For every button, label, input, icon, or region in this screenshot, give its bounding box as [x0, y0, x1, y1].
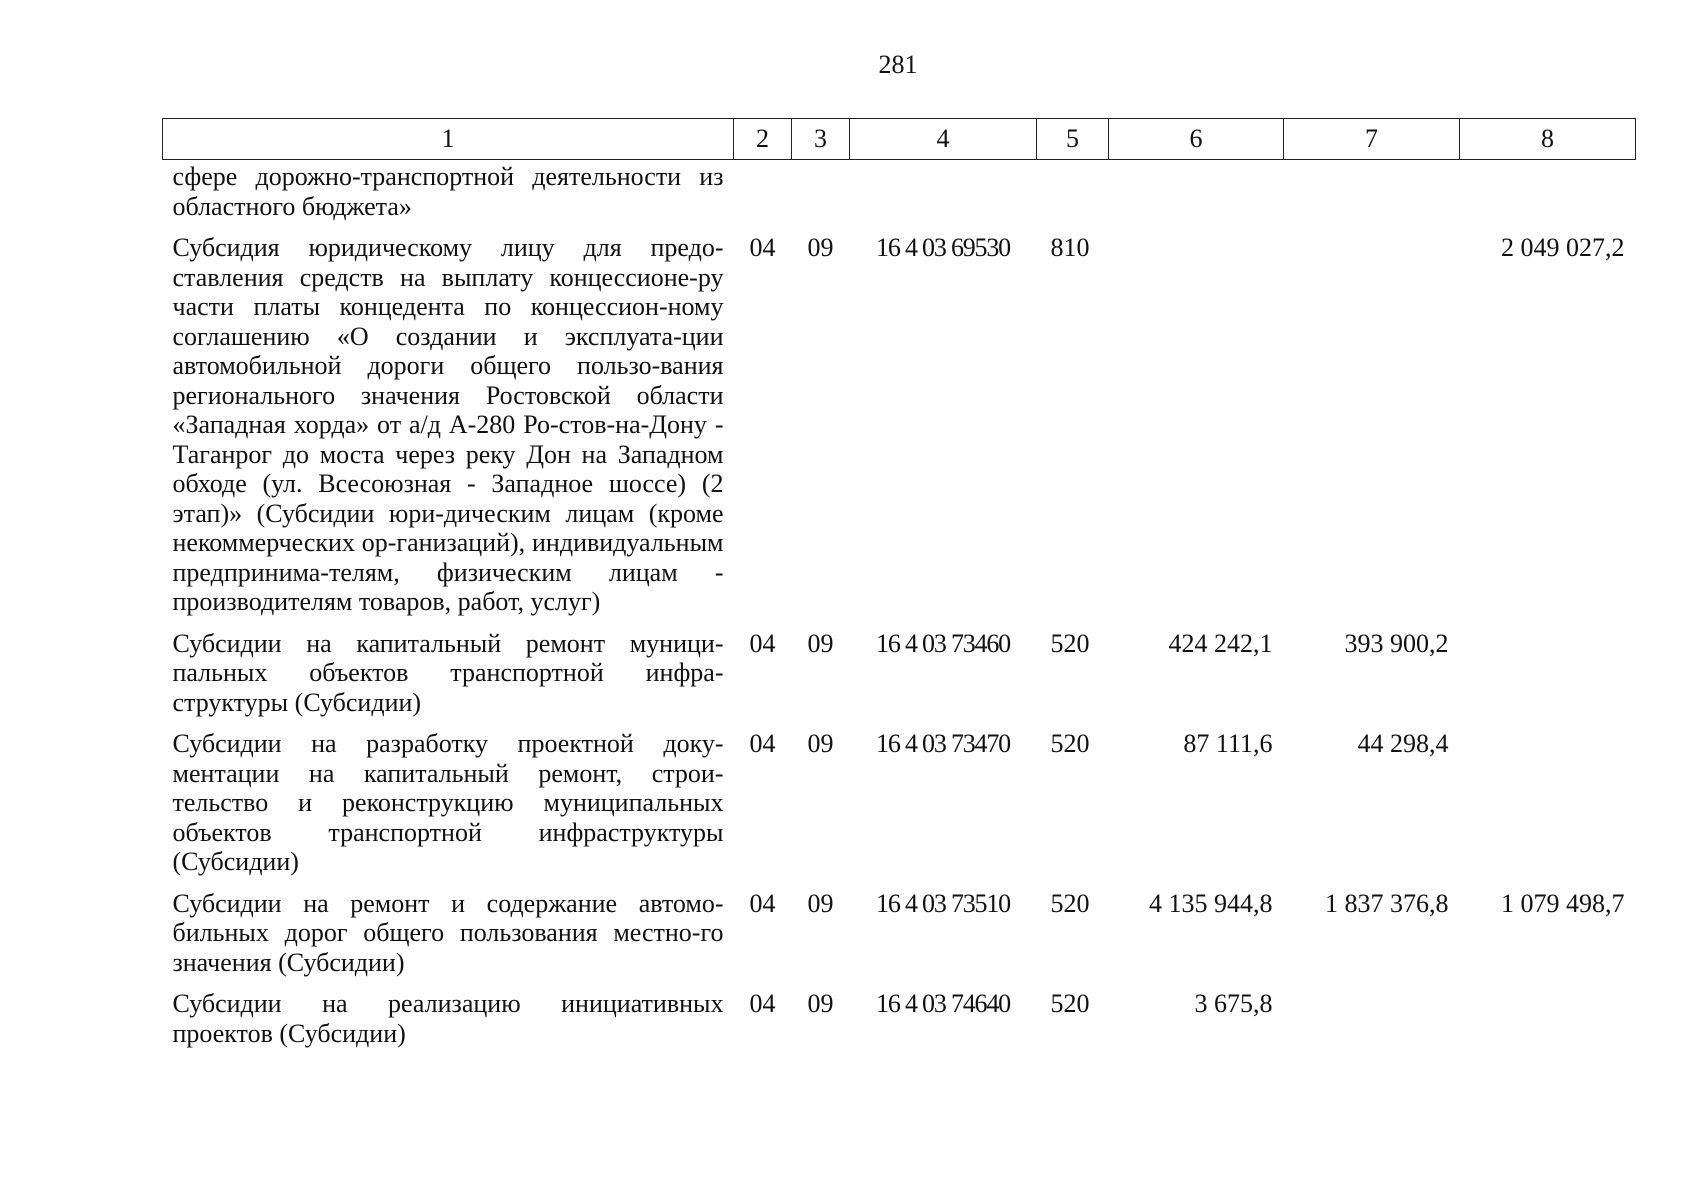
- row-amount-col8: 1 079 498,7: [1501, 888, 1625, 918]
- row-subsection: 09: [807, 729, 834, 758]
- row-amount-col6: 424 242,1: [1168, 628, 1273, 658]
- column-header: 2: [734, 119, 792, 160]
- row-expense-type: 520: [1050, 729, 1090, 758]
- row-expense-type: 520: [1050, 888, 1090, 918]
- row-subsection: 09: [807, 989, 834, 1018]
- row-expense-type: 520: [1050, 989, 1090, 1018]
- row-description: Субсидии на разработку проектной доку-ментации на капитальный ремонт, строи-тельство и реконструкцию муниципальных объектов транспортной инфраструктуры (Субсидии): [172, 729, 724, 876]
- row-amount-col7: 1 837 376,8: [1325, 888, 1449, 918]
- row-amount-col7: 44 298,4: [1357, 729, 1449, 758]
- row-section: [734, 160, 792, 222]
- row-section: 04: [749, 233, 776, 262]
- row-amount-col8: [1460, 617, 1636, 718]
- row-expense-type: 810: [1050, 233, 1090, 262]
- row-description: Субсидии на реализацию инициативных проектов (Субсидии): [172, 989, 724, 1048]
- row-expense-type: [1037, 160, 1109, 222]
- row-description: Субсидии на капитальный ремонт муници-пальных объектов транспортной инфра-структуры (Субсидии): [172, 628, 724, 717]
- row-description: Субсидии на ремонт и содержание автомо-бильных дорог общего пользования местно-го значения (Субсидии): [172, 888, 724, 977]
- row-amount-col7: [1284, 160, 1460, 222]
- page-number: 281: [878, 50, 918, 79]
- row-section: 04: [749, 628, 776, 658]
- column-header: 4: [850, 119, 1037, 160]
- column-header: 8: [1460, 119, 1636, 160]
- column-header: 1: [163, 119, 734, 160]
- row-subsection: [792, 160, 850, 222]
- column-header: 3: [792, 119, 850, 160]
- table-row: [163, 877, 1636, 978]
- row-amount-col7: [1284, 977, 1460, 1048]
- row-amount-col6: [1109, 221, 1284, 617]
- row-amount-col7: [1284, 221, 1460, 617]
- row-amount-col8: [1460, 977, 1636, 1048]
- row-amount-col8: 2 049 027,2: [1501, 233, 1625, 262]
- row-subsection: 09: [807, 888, 834, 918]
- row-section: 04: [749, 989, 776, 1018]
- row-subsection: 09: [807, 233, 834, 262]
- row-amount-col6: 4 135 944,8: [1149, 888, 1273, 918]
- table-row: [163, 717, 1636, 877]
- row-target-code: 16 4 03 74640: [876, 989, 1010, 1018]
- row-amount-col6: 3 675,8: [1194, 989, 1273, 1018]
- row-target-code: 16 4 03 73470: [876, 729, 1010, 758]
- row-description: Субсидия юридическому лицу для предо-ставления средств на выплату концессионе-ру части платы концедента по концессион-ному соглашению «О создании и эксплуата-ции автомобильной дороги общего пользо-вания регионального значения Ростовской области «Западная хорда» от а/д А-280 Ро-стов-на-Дону - Таганрог до моста через реку Дон на Западном обходе (ул. Всесоюзная - Западное шоссе) (2 этап)» (Субсидии юри-дическим лицам (кроме некоммерческих ор-ганизаций), индивидуальным предпринима-телям, физическим лицам - производителям товаров, работ, услуг): [172, 233, 724, 616]
- table-row: [163, 977, 1636, 1048]
- column-header: 6: [1109, 119, 1284, 160]
- row-expense-type: 520: [1050, 628, 1090, 658]
- row-amount-col8: [1460, 160, 1636, 222]
- column-header: 7: [1284, 119, 1460, 160]
- row-target-code: 16 4 03 73460: [876, 628, 1010, 658]
- column-header: 5: [1037, 119, 1109, 160]
- table-row: [163, 617, 1636, 718]
- row-target-code: 16 4 03 69530: [876, 233, 1010, 262]
- row-section: 04: [749, 888, 776, 918]
- row-amount-col8: [1460, 717, 1636, 877]
- budget-table: [162, 118, 1636, 1048]
- table-row: [163, 160, 1636, 222]
- row-section: 04: [749, 729, 776, 758]
- row-amount-col6: 87 111,6: [1183, 729, 1273, 758]
- row-target-code: 16 4 03 73510: [876, 888, 1010, 918]
- row-subsection: 09: [807, 628, 834, 658]
- row-amount-col7: 393 900,2: [1344, 628, 1449, 658]
- row-target-code: [850, 160, 1037, 222]
- table-row: [163, 221, 1636, 617]
- row-amount-col6: [1109, 160, 1284, 222]
- header-row: [163, 119, 1636, 160]
- row-description: сфере дорожно-транспортной деятельности из областного бюджета»: [172, 162, 724, 221]
